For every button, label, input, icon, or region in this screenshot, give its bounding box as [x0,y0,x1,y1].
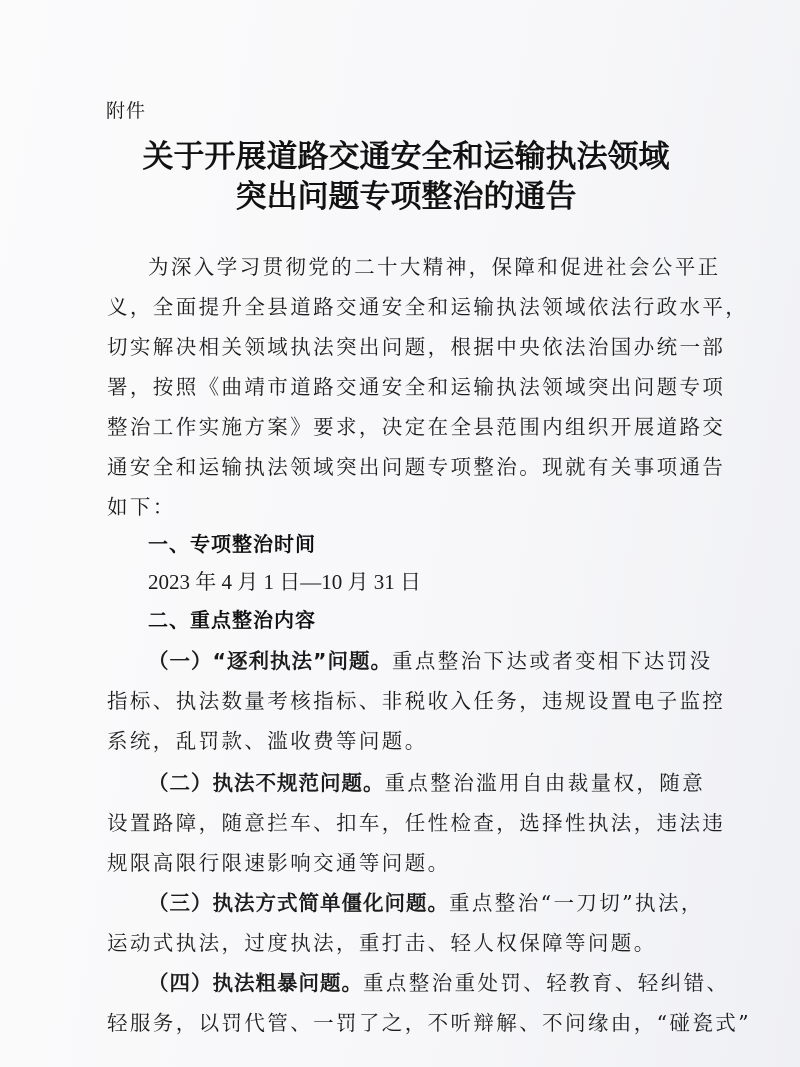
intro-line: 整治工作实施方案》要求，决定在全县范围内组织开展道路交 [107,415,726,439]
item-1-label: （一）“逐利执法”问题。 [148,649,392,673]
intro-line: 为深入学习贯彻党的二十大精神，保障和促进社会公平正 [148,255,721,279]
item-1-text: 重点整治下达或者变相下达罚没 [391,649,713,673]
attachment-label: 附件 [106,100,147,122]
item-2-line: 设置路障，随意拦车、扣车，任性检查，选择性执法，违法违 [107,811,726,835]
item-1-first-line [148,644,748,674]
item-1-line: 系统，乱罚款、滥收费等问题。 [107,729,428,753]
item-1-line: 指标、执法数量考核指标、非税收入任务，违规设置电子监控 [107,689,726,713]
intro-line: 义，全面提升全县道路交通安全和运输执法领域依法行政水平， [107,295,749,319]
section-heading-content: 二、重点整治内容 [148,608,316,632]
document-title-line-1: 关于开展道路交通安全和运输执法领域 [142,139,670,175]
item-2-first-line [148,766,748,796]
item-4-line: 轻服务，以罚代管、一罚了之，不听辩解、不问缘由，“碰瓷式” [107,1011,752,1035]
intro-line: 切实解决相关领域执法突出问题，根据中央依法治国办统一部 [107,335,726,359]
item-3-line: 运动式执法，过度执法，重打击、轻人权保障等问题。 [107,931,657,955]
item-2-label: （二）执法不规范问题。 [148,771,385,795]
item-4-text: 重点整治重处罚、轻教育、轻纠错、 [363,971,730,995]
document-title-line-2: 突出问题专项整治的通告 [235,179,577,215]
intro-line: 通安全和运输执法领域突出问题专项整治。现就有关事项通告 [107,455,726,479]
item-4-first-line [148,966,748,996]
item-3-label: （三）执法方式简单僵化问题。 [148,891,449,915]
intro-line: 如下： [107,495,176,519]
section-heading-time: 一、专项整治时间 [148,532,316,556]
item-3-text: 重点整治“一刀切”执法， [449,891,704,915]
item-4-label: （四）执法粗暴问题。 [148,971,363,995]
intro-line: 署，按照《曲靖市道路交通安全和运输执法领域突出问题专项 [107,375,726,399]
date-range: 2023 年 4 月 1 日—10 月 31 日 [148,570,421,594]
item-3-first-line [148,886,748,916]
item-2-line: 规限高限行限速影响交通等问题。 [107,851,451,875]
item-2-text: 重点整治滥用自由裁量权，随意 [384,771,706,795]
